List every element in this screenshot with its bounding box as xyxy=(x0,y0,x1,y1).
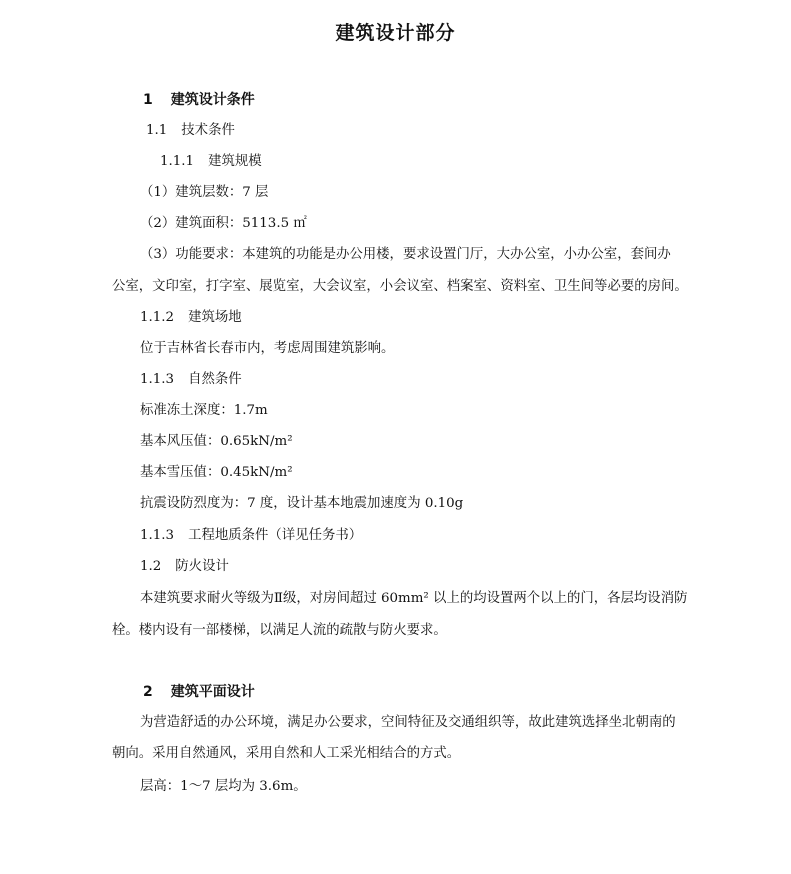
paragraph-seismic: 抗震设防烈度为：7 度，设计基本地震加速度为 0.10g xyxy=(140,496,464,511)
section-heading-2 xyxy=(143,682,255,702)
paragraph-fire-line-1: 本建筑要求耐火等级为Ⅱ级，对房间超过 60mm² 以上的均设置两个以上的门，各层均设消防 xyxy=(140,591,688,606)
section-number: 1.1.3 xyxy=(140,528,175,543)
section-number: 1.1.1 xyxy=(160,154,195,169)
section-title: 工程地质条件（详见任务书） xyxy=(188,528,363,543)
section-number: 1.2 xyxy=(140,559,162,574)
subsection-heading-1-1-3-natural xyxy=(140,370,242,390)
paragraph-frost-depth: 标准冻土深度：1.7m xyxy=(140,403,268,418)
paragraph-function-line-1: （3）功能要求：本建筑的功能是办公用楼，要求设置门厅，大办公室，小办公室，套间办 xyxy=(140,247,671,262)
subsection-heading-1-1-3-geology xyxy=(140,526,362,546)
paragraph-area: （2）建筑面积：5113.5 ㎡ xyxy=(140,216,307,231)
section-title: 建筑规模 xyxy=(208,154,262,169)
subsection-heading-1-2 xyxy=(140,557,229,577)
section-number: 1.1.3 xyxy=(140,372,175,387)
section-number: 1.1 xyxy=(146,123,168,138)
subsection-heading-1-1-2 xyxy=(140,308,242,328)
paragraph-plan-line-2: 朝向。采用自然通风，采用自然和人工采光相结合的方式。 xyxy=(112,746,461,761)
page-title: 建筑设计部分 xyxy=(335,22,456,44)
section-title: 建筑平面设计 xyxy=(170,684,255,700)
paragraph-layers: （1）建筑层数：7 层 xyxy=(140,185,269,200)
paragraph-plan-line-1: 为营造舒适的办公环境，满足办公要求，空间特征及交通组织等，故此建筑选择坐北朝南的 xyxy=(140,715,676,730)
section-title: 防火设计 xyxy=(175,559,229,574)
section-title: 建筑设计条件 xyxy=(170,92,255,108)
subsection-heading-1-1 xyxy=(146,121,235,141)
section-number: 2 xyxy=(143,684,153,700)
section-number: 1.1.2 xyxy=(140,310,175,325)
paragraph-floor-height: 层高：1～7 层均为 3.6m。 xyxy=(140,779,307,794)
paragraph-snow-pressure: 基本雪压值：0.45kN/m² xyxy=(140,465,293,480)
section-title: 自然条件 xyxy=(188,372,242,387)
section-number: 1 xyxy=(143,92,153,108)
paragraph-fire-line-2: 栓。楼内设有一部楼梯，以满足人流的疏散与防火要求。 xyxy=(112,623,447,638)
section-title: 技术条件 xyxy=(181,123,235,138)
section-title: 建筑场地 xyxy=(188,310,242,325)
paragraph-wind-pressure: 基本风压值：0.65kN/m² xyxy=(140,434,293,449)
paragraph-function-line-2: 公室，文印室，打字室、展览室，大会议室，小会议室、档案室、资料室、卫生间等必要的房间。 xyxy=(112,279,688,294)
subsection-heading-1-1-1 xyxy=(160,152,262,172)
section-heading-1 xyxy=(143,90,255,110)
paragraph-site: 位于吉林省长春市内，考虑周围建筑影响。 xyxy=(140,341,395,356)
